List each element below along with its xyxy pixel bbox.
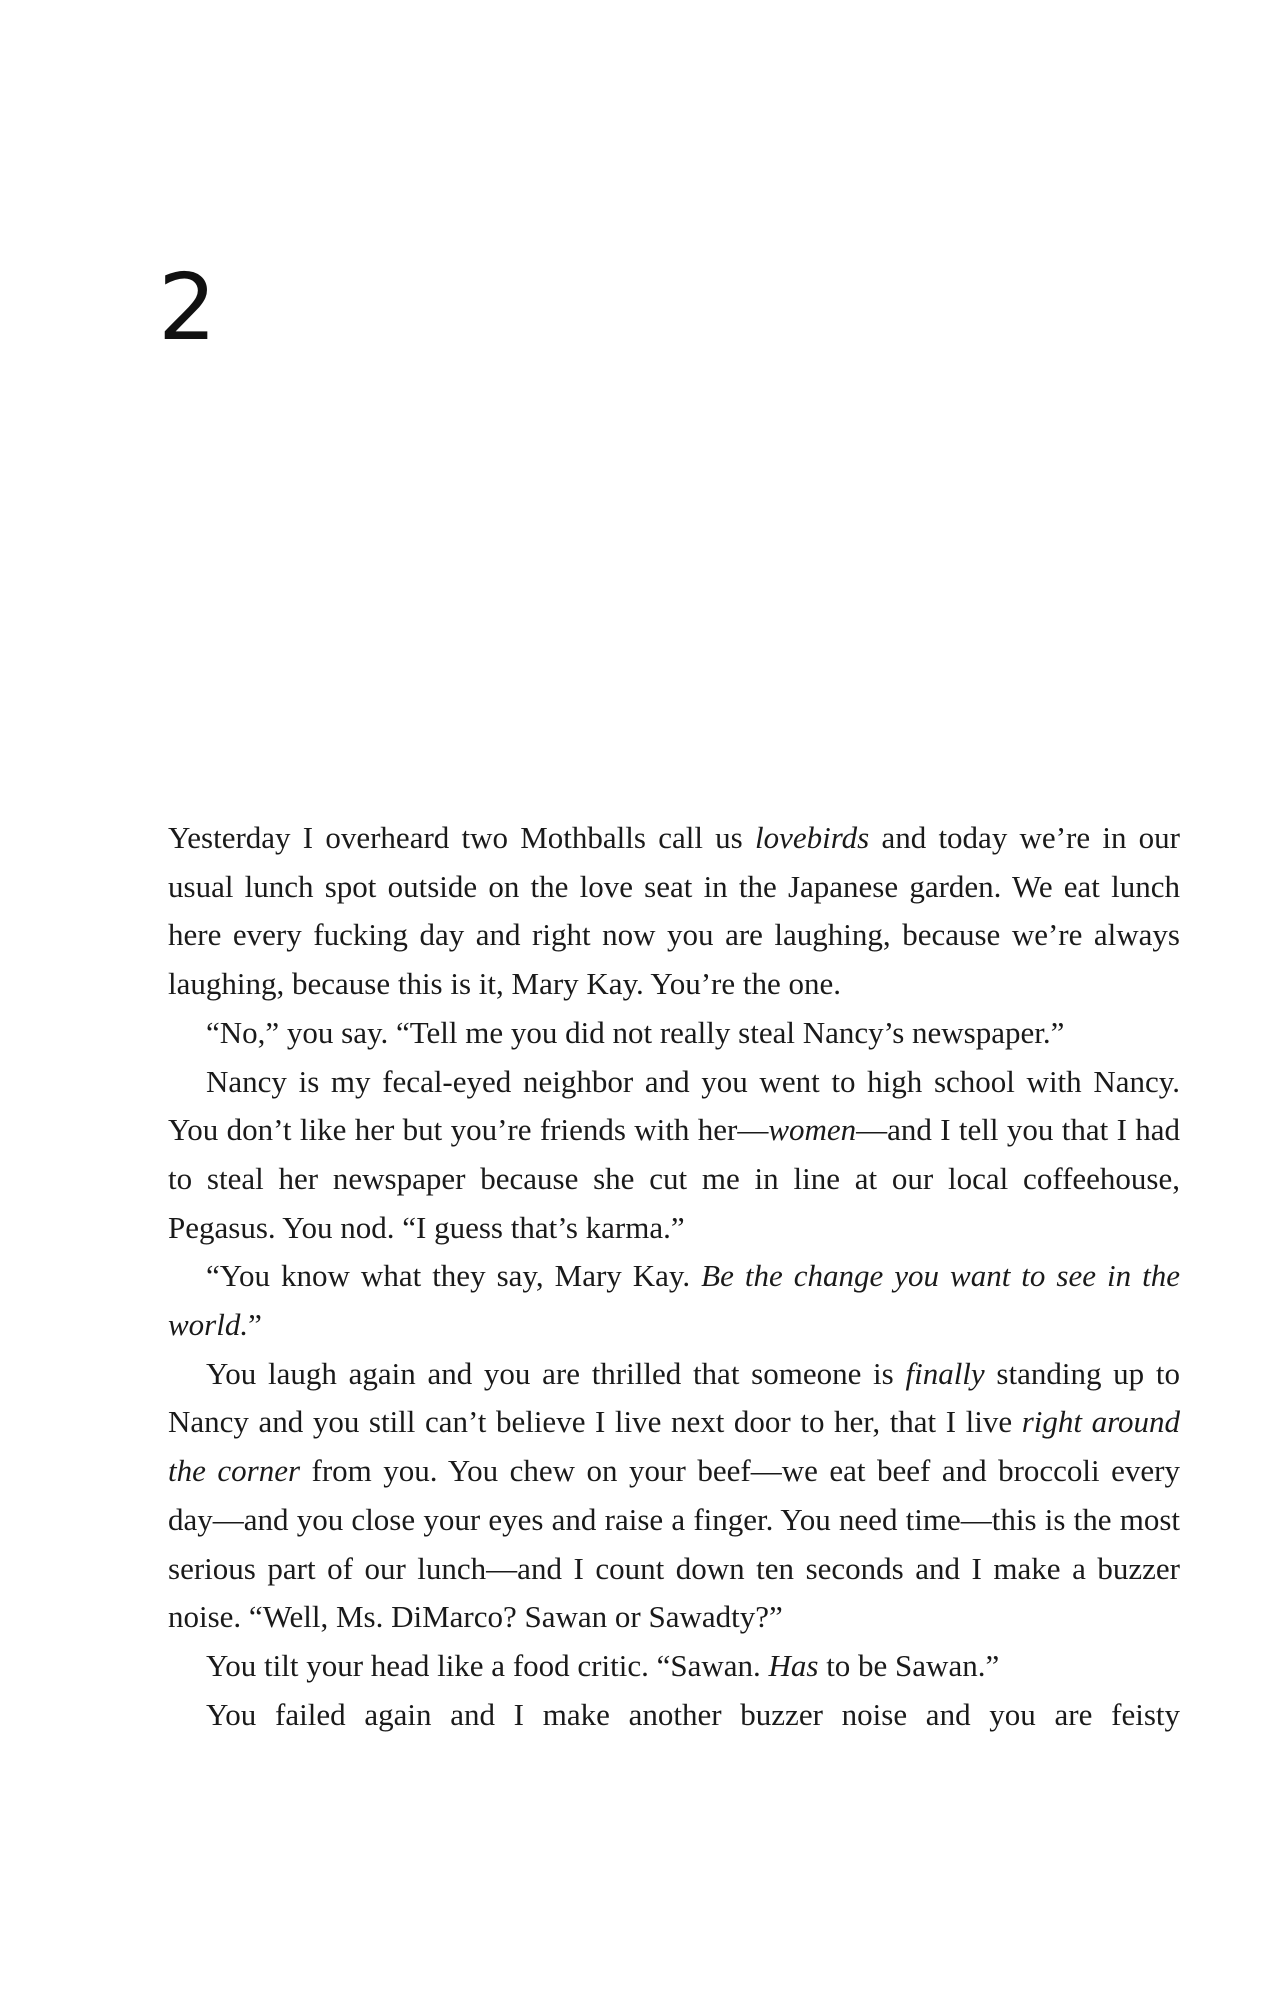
paragraph-text: Nancy is my fecal-eyed neighbor and you went to high school with Nancy. You don’t like her but you’re friends with her— <box>168 1063 1180 1148</box>
italic-text: women <box>768 1112 857 1148</box>
paragraph-text: ” <box>248 1307 262 1343</box>
paragraph-7 <box>168 1691 1180 1740</box>
italic-text: lovebirds <box>754 820 870 855</box>
paragraph-text: —and I tell you that I had to steal her newspaper because she cut me in line at our local coffeehouse, Pegasus. You nod. “I guess that’s karma.” <box>168 1112 1180 1245</box>
italic-text: Has <box>768 1647 819 1683</box>
body-text <box>168 814 1180 1739</box>
italic-text: Be the change you want to see in the world. <box>168 1258 1180 1343</box>
paragraph-text: You failed again and I make another buzzer noise and you are feisty <box>206 1696 1180 1732</box>
paragraph-text: and today we’re in our usual lunch spot outside on the love seat in the Japanese garden. We eat lunch here every fucking day and right now you are laughing, because we’re always laughing, because this is it, Mary Kay. You’re the one. <box>168 820 1181 1002</box>
paragraph-5 <box>168 1350 1180 1642</box>
italic-text: right around the corner <box>168 1404 1180 1489</box>
paragraph-4 <box>168 1252 1180 1349</box>
chapter-number: 2 <box>158 254 217 361</box>
paragraph-text: to be Sawan.” <box>818 1647 1000 1683</box>
paragraph-text: You laugh again and you are thrilled that someone is <box>206 1355 906 1391</box>
paragraph-text: standing up to Nancy and you still can’t believe I live next door to her, that I live <box>168 1355 1181 1440</box>
paragraph-text: “You know what they say, Mary Kay. <box>206 1258 702 1294</box>
paragraph-text: from you. You chew on your beef—we eat beef and broccoli every day—and you close your eyes and raise a finger. You need time—this is the most serious part of our lunch—and I count down ten seconds and I make a buzzer noise. “Well, Ms. DiMarco? Sawan or Sawadty?” <box>168 1453 1180 1635</box>
paragraph-text: “No,” you say. “Tell me you did not really steal Nancy’s newspaper.” <box>206 1014 1065 1050</box>
italic-text: finally <box>905 1355 985 1391</box>
paragraph-6 <box>168 1642 1180 1691</box>
paragraph-text: You tilt your head like a food critic. “Sawan. <box>206 1647 769 1683</box>
paragraph-2 <box>168 1009 1180 1058</box>
paragraph-1 <box>168 814 1180 1009</box>
paragraph-text: Yesterday I overheard two Mothballs call us <box>168 820 755 855</box>
paragraph-3 <box>168 1058 1180 1253</box>
